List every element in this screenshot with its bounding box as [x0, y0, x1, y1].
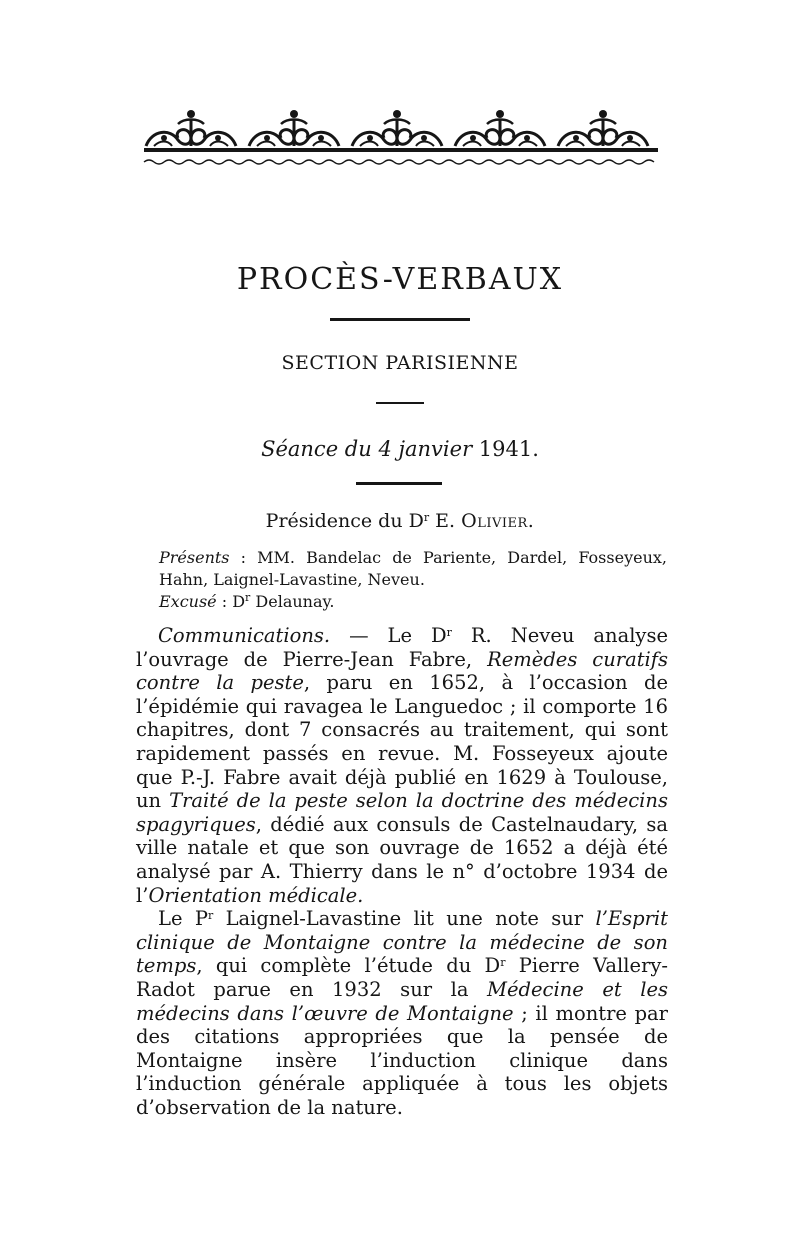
excuse-line: Excusé : $D^r$ Delaunay.	[159, 591, 335, 611]
attendance-block	[137, 547, 667, 613]
excuse-label: Excusé	[159, 592, 217, 611]
presents-line: Présents : MM. Bandelac de Pariente, Dardel, Fosseyeux, Hahn, Laignel-Lavastine, Neveu.	[159, 548, 667, 589]
section-divider	[376, 402, 424, 404]
title-divider	[330, 318, 470, 321]
communications-label: Communications.	[158, 624, 331, 647]
page-title: PROCÈS-VERBAUX	[236, 262, 564, 297]
session-divider	[356, 482, 442, 485]
paragraph-neveu: Communications. — Le $D^r$ R. Neveu analyse l’ouvrage de Pierre-Jean Fabre, Remèdes curatifs contre la peste, paru en 1652, à l’occasion de l’épidémie qui ravagea le Languedoc ; il comporte 16 chapitres, dont 7 consacrés au traitement, qui sont rapidement passés en revue. M. Fosseyeux ajoute que P.-J. Fabre avait déjà publié en 1629 à Toulouse, un Traité de la peste selon la doctrine des médecins spagyriques, dédié aux consuls de Castelnaudary, sa ville natale et que son ouvrage de 1652 a déjà été analysé par A. Thierry dans le n° d’octobre 1934 de l’Orientation médicale.	[136, 624, 668, 907]
communications-body	[136, 624, 668, 1119]
ornamental-frieze-icon	[138, 100, 664, 174]
session-date: Séance du 4 janvier 1941.	[261, 437, 539, 461]
section-heading: SECTION PARISIENNE	[281, 352, 519, 374]
presidence-line: Présidence du $D^r$ E. Olivier.	[265, 510, 535, 532]
paragraph-laignel: Le $P^r$ Laignel-Lavastine lit une note sur l’Esprit clinique de Montaigne contre la médecine de son temps, qui complète l’étude du $D^r$ Pierre Vallery-Radot parue en 1932 sur la Médecine et les médecins dans l’œuvre de Montaigne ; il montre par des citations appropriées que la pensée de Montaigne insère l’induction clinique dans l’induction générale appliquée à tous les objets d’observation de la nature.	[136, 907, 669, 1119]
presents-label: Présents	[159, 548, 230, 567]
